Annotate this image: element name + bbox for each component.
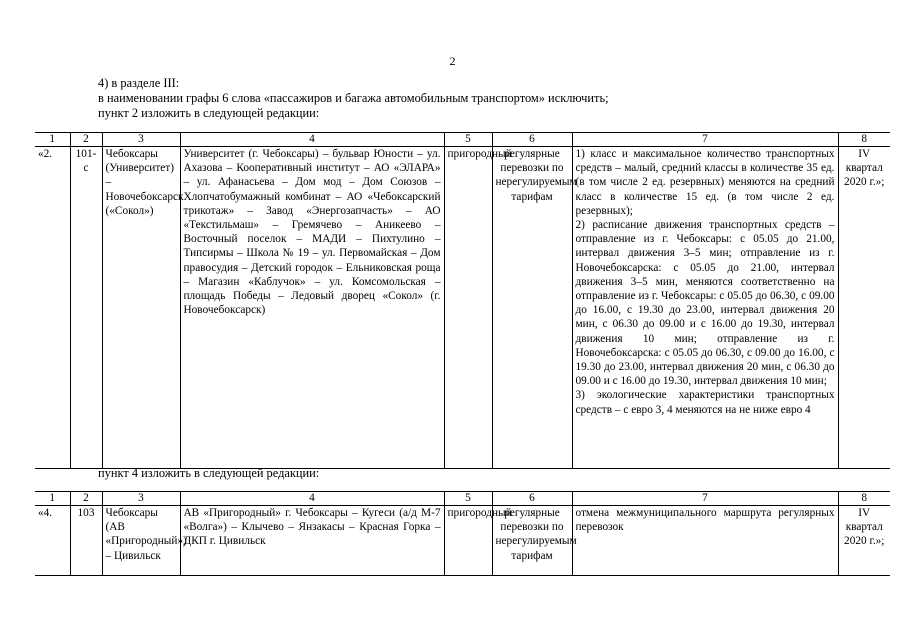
column-header: 7 [572, 133, 838, 147]
item-4-intro: пункт 4 изложить в следующей редакции: [98, 466, 320, 480]
column-header: 5 [444, 133, 492, 147]
table-row [35, 506, 890, 576]
table-header-row [35, 492, 890, 506]
column-header: 7 [572, 492, 838, 506]
change-paragraph: 2) расписание движения транспортных средств – отправление из г. Чебоксары: с 05.05 до 21.00, интервал движения 3–5 мин; отправление из г. Новочебоксарска: с 05.05 до 21.00, интервал движения 3–5 мин, меняются соответственно на отправление из г. Чебоксары: с 05.05 до 06.30, с 09.00 до 16.00, с 19.30 до 23.00, интервал движения 20 мин, с 06.30 до 09.00 и с 16.00 до 19.30, интервал движения 10 мин; отправление из г. Новочебоксарска: с 05.05 до 06.30, с 09.00 до 16.00, с 19.30 до 23.00, интервал движения 20 мин, с 06.30 до 09.00 и с 16.00 до 19.30, интервал движения 10 мин; [575, 219, 835, 388]
item-2-intro: пункт 2 изложить в следующей редакции: [98, 106, 320, 120]
route-name: Чебоксары (Университет) – Новочебоксарск («Сокол») [102, 147, 180, 469]
column-header: 3 [102, 492, 180, 506]
column-header: 6 [492, 133, 572, 147]
column-header: 1 [35, 492, 70, 506]
table-header-row [35, 133, 890, 147]
section-heading: 4) в разделе III: [98, 76, 180, 90]
changes-cell [572, 147, 838, 469]
route-number: 101-с [70, 147, 102, 469]
effective-date: IV квартал 2020 г.»; [838, 506, 890, 576]
route-name: Чебоксары (АВ «Пригородный») – Цивильск [102, 506, 180, 576]
changes-cell: отмена межмуниципального маршрута регулярных перевозок [572, 506, 838, 576]
amendment-text: в наименовании графы 6 слова «пассажиров и багажа автомобильным транспортом» исключить; [98, 91, 609, 105]
column-header: 8 [838, 133, 890, 147]
transport-kind: регулярные перевозки по нерегулируемым тарифам [492, 506, 572, 576]
row-number: «4. [35, 506, 70, 576]
route-type: пригородный [444, 506, 492, 576]
table-row [35, 147, 890, 469]
column-header: 3 [102, 133, 180, 147]
column-header: 2 [70, 133, 102, 147]
change-paragraph: 3) экологические характеристики транспортных средств – с евро 3, 4 меняются на не ниже евро 4 [575, 389, 835, 416]
column-header: 6 [492, 492, 572, 506]
route-stops: АВ «Пригородный» г. Чебоксары – Кугеси (а/д М-7 «Волга») – Клычево – Янзакасы – Красная Горка – ДКП г. Цивильск [180, 506, 444, 576]
route-stops: Университет (г. Чебоксары) – бульвар Юности – ул. Ахазова – Кооперативный институт – АО «ЭЛАРА» – ул. Афанасьева – Дом мод – Дом Союзов – Хлопчатобумажный комбинат – АО «Чебоксарский трикотаж» – Завод «Энергозапчасть» – АО «Текстильмаш» – Гремячево – Аникеево – Восточный поселок – МАДИ – Пихтулино – Типсирмы – Школа № 19 – ул. Первомайская – Дом правосудия – Детский городок – Ельниковская роща – Магазин «Каблучок» – ул. Комсомольская – площадь Победы – Ледовый дворец «Сокол» (г. Новочебоксарск) [180, 147, 444, 469]
row-number: «2. [35, 147, 70, 469]
column-header: 1 [35, 133, 70, 147]
route-number: 103 [70, 506, 102, 576]
column-header: 4 [180, 492, 444, 506]
effective-date: IV квартал 2020 г.»; [838, 147, 890, 469]
column-header: 5 [444, 492, 492, 506]
route-type: пригородный [444, 147, 492, 469]
column-header: 8 [838, 492, 890, 506]
table-item-4 [35, 491, 890, 576]
transport-kind: регулярные перевозки по нерегулируемым тарифам [492, 147, 572, 469]
column-header: 4 [180, 133, 444, 147]
page-number: 2 [449, 54, 456, 68]
change-paragraph: 1) класс и максимальное количество транспортных средств – малый, средний классы в количестве 35 ед. (в том числе 2 ед. резервных) меняются на средний класс в количестве 15 ед. (в том числе 2 ед. резервных); [575, 148, 835, 217]
table-item-2 [35, 132, 890, 469]
column-header: 2 [70, 492, 102, 506]
